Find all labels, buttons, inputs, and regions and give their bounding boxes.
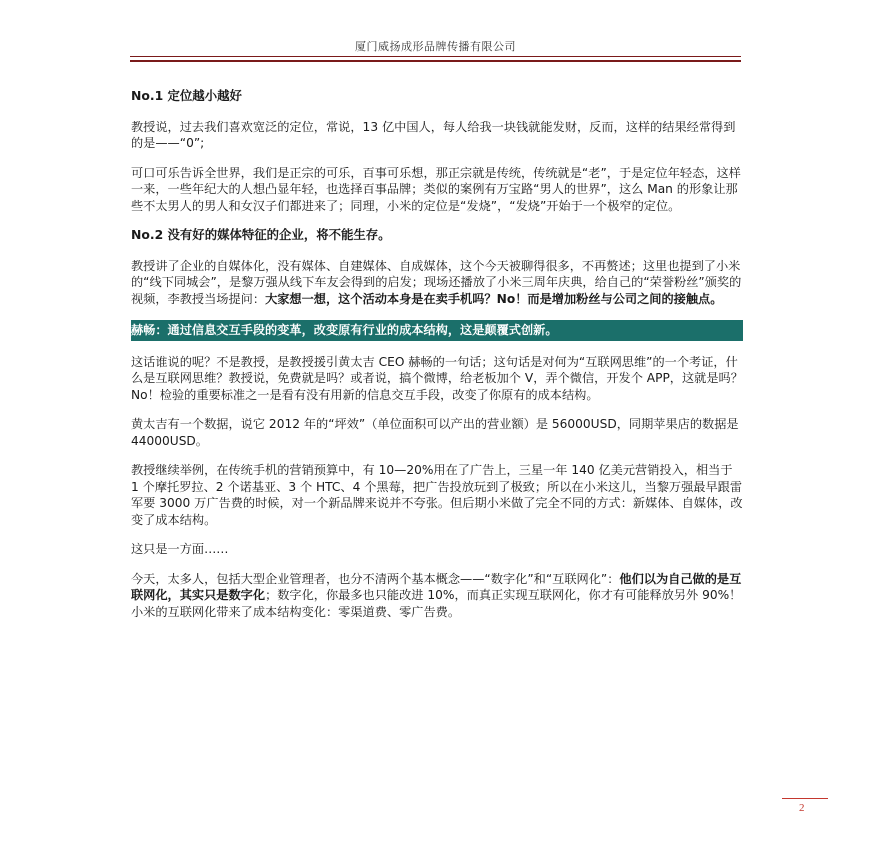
paragraph-text: ；数字化，你最多也只能改进 10%，而真正实现互联网化，你才有可能释放另外 90%！ — [265, 588, 742, 602]
paragraph: 这只是一方面…… — [131, 542, 229, 556]
paragraph — [131, 258, 743, 308]
document-body — [131, 88, 743, 633]
paragraph-text: 今天，太多人，包括大型企业管理者，也分不清两个基本概念——“数字化”和“互联网化”： — [131, 571, 620, 586]
paragraph: 小米的互联网化带来了成本结构变化：零渠道费、零广告费。 — [131, 604, 461, 619]
paragraph: 教授继续举例，在传统手机的营销预算中，有 10—20%用在了广告上，三星一年 140 亿美元营销投入，相当于 1 个摩托罗拉、2 个诺基亚、3 个 HTC、4 个黑莓，把广告投放玩到了极致；所以在小米这儿，当黎万强最早跟雷军要 3000 万广告费的时候，对一个新品牌来说并不夸张。但后期小米做了完全不同的方式：新媒体、自媒体，改变了成本结构。 — [131, 463, 743, 527]
section-heading-1: No.1 定位越小越好 — [131, 88, 242, 103]
paragraph-bold-text: 他们以为自己做的是互联网化，其实只是数字化 — [131, 571, 742, 602]
paragraph-text: 教授讲了企业的自媒体化，没有媒体、自建媒体、自成媒体，这个今天被聊得很多，不再赘述；这里也提到了小米的“线下同城会”，是黎万强从线下车友会得到的启发；现场还播放了小米三周年庆典，给自己的“荣誉粉丝”颁奖的视频，李教授当场提问： — [131, 258, 742, 306]
paragraph-bold-text: 大家想一想，这个活动本身是在卖手机吗？No！而是增加粉丝与公司之间的接触点。 — [265, 291, 723, 306]
page-number: 2 — [799, 802, 805, 814]
section-heading-2: No.2 没有好的媒体特征的企业，将不能生存。 — [131, 227, 391, 242]
highlight-paragraph — [131, 320, 743, 341]
paragraph: 黄太吉有一个数据，说它 2012 年的“坪效”（单位面积可以产出的营业额）是 56000USD，同期苹果店的数据是 44000USD。 — [131, 417, 739, 448]
page-header: 厦门威扬成形品牌传播有限公司 — [355, 40, 516, 53]
header-rule-thin — [130, 56, 741, 57]
highlighted-quote: 赫畅：通过信息交互手段的变革，改变原有行业的成本结构，这是颠覆式创新。 — [131, 320, 743, 341]
header-rule-thick — [130, 60, 741, 62]
paragraph: 这话谁说的呢？不是教授，是教授援引黄太吉 CEO 赫畅的一句话；这句话是对何为“互联网思维”的一个考证，什么是互联网思维？教授说，免费就是吗？或者说，搞个微博，给老板加个 V，弄个微信，开发个 APP，这就是吗？No！检验的重要标准之一是看有没有用新的信息交互手段，改变了你原有的成本结构。 — [131, 354, 743, 402]
paragraph: 可口可乐告诉全世界，我们是正宗的可乐，百事可乐想，那正宗就是传统，传统就是“老”，于是定位年轻态，这样一来，一些年纪大的人想凸显年轻，也选择百事品牌；类似的案例有万宝路“男人的世界”，这么 Man 的形象让那些不太男人的男人和女汉子们都进来了；同理，小米的定位是“发烧”，“发烧”开始于一个极窄的定位。 — [131, 165, 741, 213]
paragraph: 教授说，过去我们喜欢宽泛的定位，常说，13 亿中国人，每人给我一块钱就能发财，反而，这样的结果经常得到的是——“0”; — [131, 119, 736, 150]
footer-rule — [782, 798, 828, 799]
paragraph — [131, 571, 743, 604]
